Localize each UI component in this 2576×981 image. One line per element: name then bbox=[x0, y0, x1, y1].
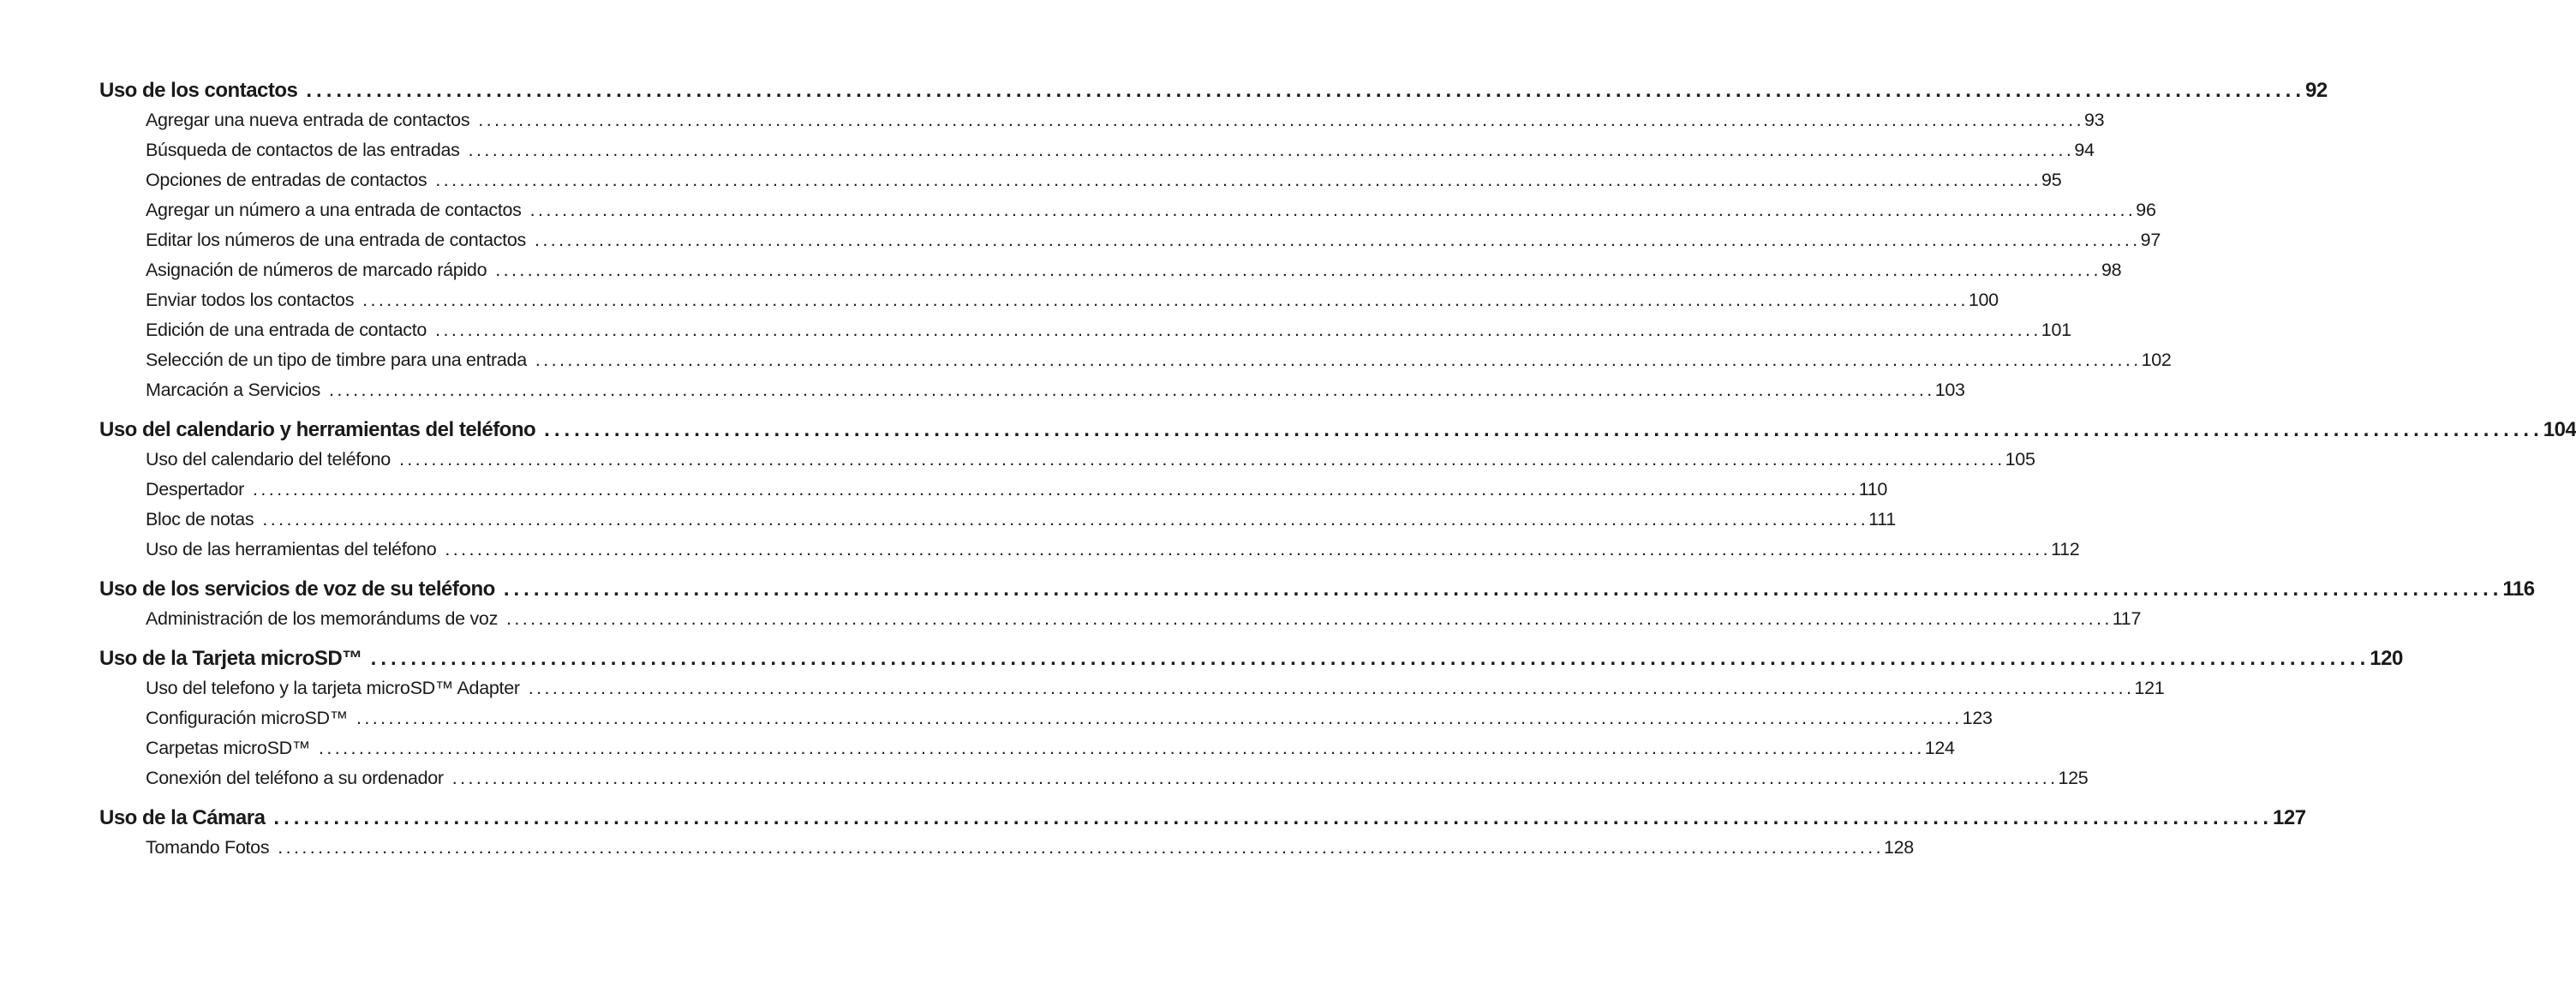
toc-entry-page: 105 bbox=[2005, 449, 2035, 470]
toc-entry-title: Agregar una nueva entrada de contactos bbox=[146, 110, 470, 130]
toc-entry[interactable] bbox=[99, 255, 2122, 285]
toc-heading-title: Uso de la Cámara bbox=[99, 806, 266, 829]
toc-entry[interactable] bbox=[99, 445, 2035, 475]
toc-entry-title: Despertador bbox=[146, 479, 245, 499]
toc-heading-title: Uso del calendario y herramientas del teléfono bbox=[99, 418, 536, 441]
toc-heading-page: 116 bbox=[2502, 577, 2535, 601]
toc-entry-title: Tomando Fotos bbox=[146, 837, 270, 858]
dot-leader: ........................................................................................................................................................................................................ bbox=[398, 449, 2005, 470]
toc-entry[interactable] bbox=[99, 285, 1999, 315]
toc-entry-title: Asignación de números de marcado rápido bbox=[146, 260, 487, 280]
toc-heading-page: 127 bbox=[2273, 806, 2306, 829]
toc-entry-page: 98 bbox=[2101, 260, 2122, 280]
toc-entry-title: Conexión del teléfono a su ordenador bbox=[146, 768, 444, 788]
toc-entry-page: 93 bbox=[2083, 110, 2105, 130]
dot-leader: ........................................................................................................................................................................................................ bbox=[544, 418, 2543, 441]
toc-entry-page: 95 bbox=[2041, 170, 2062, 190]
toc-entry[interactable] bbox=[99, 505, 1896, 535]
toc-entry-page: 101 bbox=[2041, 320, 2071, 340]
toc-entry-page: 128 bbox=[1883, 837, 1914, 858]
toc-heading[interactable] bbox=[99, 803, 2306, 833]
toc-entry[interactable] bbox=[99, 105, 2105, 135]
toc-entry-title: Marcación a Servicios bbox=[146, 380, 320, 400]
dot-leader: ........................................................................................................................................................................................................ bbox=[370, 647, 2370, 670]
toc-entry-title: Agregar un número a una entrada de contactos bbox=[146, 200, 522, 220]
toc-entry-page: 125 bbox=[2058, 768, 2089, 788]
dot-leader: ........................................................................................................................................................................................................ bbox=[273, 806, 2274, 829]
toc-entry-title: Uso del telefono y la tarjeta microSD™ Adapter bbox=[146, 678, 520, 698]
toc-entry-page: 103 bbox=[1934, 380, 1965, 400]
dot-leader: ........................................................................................................................................................................................................ bbox=[503, 577, 2503, 601]
toc-heading-page: 120 bbox=[2370, 647, 2403, 670]
toc-entry-page: 110 bbox=[1858, 479, 1888, 499]
toc-entry-title: Bloc de notas bbox=[146, 509, 254, 529]
toc-entry-title: Edición de una entrada de contacto bbox=[146, 320, 427, 340]
toc-entry[interactable] bbox=[99, 315, 2071, 345]
toc-entry-page: 124 bbox=[1924, 738, 1955, 758]
toc-entry-title: Enviar todos los contactos bbox=[146, 290, 355, 310]
toc-entry-page: 123 bbox=[1962, 708, 1993, 728]
toc-entry-page: 121 bbox=[2134, 678, 2165, 698]
dot-leader: ........................................................................................................................................................................................................ bbox=[535, 350, 2142, 370]
dot-leader: ........................................................................................................................................................................................................ bbox=[306, 79, 2305, 102]
toc-section-voz bbox=[99, 574, 2535, 634]
toc-entry[interactable] bbox=[99, 345, 2172, 375]
toc-heading-title: Uso de la Tarjeta microSD™ bbox=[99, 647, 362, 670]
toc-entry-page: 96 bbox=[2136, 200, 2156, 220]
toc-entry-page: 111 bbox=[1868, 509, 1896, 529]
toc-entry-title: Administración de los memorándums de voz bbox=[146, 608, 499, 629]
toc-section-calendario bbox=[99, 415, 2576, 565]
toc-entry-page: 97 bbox=[2140, 230, 2161, 250]
toc-entry[interactable] bbox=[99, 604, 2142, 634]
toc-entry-title: Selección de un tipo de timbre para una entrada bbox=[146, 350, 527, 370]
toc-entry[interactable] bbox=[99, 535, 2080, 565]
toc-entry-title: Búsqueda de contactos de las entradas bbox=[146, 140, 460, 160]
dot-leader: ........................................................................................................................................................................................................ bbox=[478, 110, 2084, 130]
toc-entry-title: Editar los números de una entrada de contactos bbox=[146, 230, 526, 250]
toc-entry[interactable] bbox=[99, 165, 2062, 195]
toc-heading[interactable] bbox=[99, 415, 2576, 445]
toc-entry-title: Opciones de entradas de contactos bbox=[146, 170, 427, 190]
toc-entry[interactable] bbox=[99, 475, 1888, 505]
dot-leader: ........................................................................................................................................................................................................ bbox=[495, 260, 2101, 280]
toc-entry[interactable] bbox=[99, 673, 2165, 703]
toc-entry-page: 102 bbox=[2141, 350, 2172, 370]
toc-entry-page: 94 bbox=[2074, 140, 2095, 160]
toc-entry[interactable] bbox=[99, 833, 1914, 863]
toc-heading-title: Uso de los servicios de voz de su teléfono bbox=[99, 577, 495, 601]
toc-section-microsd bbox=[99, 643, 2403, 793]
toc-entry-title: Configuración microSD™ bbox=[146, 708, 348, 728]
toc-heading-page: 104 bbox=[2543, 418, 2576, 441]
toc-entry-title: Uso de las herramientas del teléfono bbox=[146, 539, 437, 559]
toc-heading[interactable] bbox=[99, 574, 2535, 604]
toc-heading[interactable] bbox=[99, 75, 2328, 105]
toc-entry-title: Carpetas microSD™ bbox=[146, 738, 311, 758]
toc-entry[interactable] bbox=[99, 703, 1993, 733]
toc-entry-page: 117 bbox=[2112, 608, 2142, 629]
toc-entry-title: Uso del calendario del teléfono bbox=[146, 449, 391, 470]
toc-entry[interactable] bbox=[99, 225, 2161, 255]
dot-leader: ........................................................................................................................................................................................................ bbox=[529, 200, 2137, 220]
dot-leader: ........................................................................................................................................................................................................ bbox=[435, 320, 2041, 340]
dot-leader: ........................................................................................................................................................................................................ bbox=[534, 230, 2141, 250]
dot-leader: ........................................................................................................................................................................................................ bbox=[253, 479, 1859, 499]
toc-entry[interactable] bbox=[99, 375, 1965, 405]
toc-heading-title: Uso de los contactos bbox=[99, 79, 298, 102]
dot-leader: ........................................................................................................................................................................................................ bbox=[506, 608, 2113, 629]
dot-leader: ........................................................................................................................................................................................................ bbox=[362, 290, 1969, 310]
toc-section-camara bbox=[99, 803, 2306, 863]
dot-leader: ........................................................................................................................................................................................................ bbox=[528, 678, 2135, 698]
toc-heading[interactable] bbox=[99, 643, 2403, 673]
toc-entry-page: 100 bbox=[1968, 290, 1999, 310]
dot-leader: ........................................................................................................................................................................................................ bbox=[262, 509, 1869, 529]
toc-entry[interactable] bbox=[99, 135, 2095, 165]
dot-leader: ........................................................................................................................................................................................................ bbox=[319, 738, 1925, 758]
toc-entry[interactable] bbox=[99, 763, 2089, 793]
toc-entry[interactable] bbox=[99, 195, 2156, 225]
toc-section-contactos bbox=[99, 75, 2328, 405]
toc-heading-page: 92 bbox=[2304, 79, 2328, 102]
toc-entry[interactable] bbox=[99, 733, 1955, 763]
dot-leader: ........................................................................................................................................................................................................ bbox=[445, 539, 2052, 559]
toc-entry-page: 112 bbox=[2051, 539, 2080, 559]
dot-leader: ........................................................................................................................................................................................................ bbox=[451, 768, 2059, 788]
dot-leader: ........................................................................................................................................................................................................ bbox=[435, 170, 2042, 190]
dot-leader: ........................................................................................................................................................................................................ bbox=[356, 708, 1963, 728]
dot-leader: ........................................................................................................................................................................................................ bbox=[278, 837, 1884, 858]
table-of-contents bbox=[99, 75, 2576, 863]
dot-leader: ........................................................................................................................................................................................................ bbox=[329, 380, 1935, 400]
dot-leader: ........................................................................................................................................................................................................ bbox=[468, 140, 2075, 160]
